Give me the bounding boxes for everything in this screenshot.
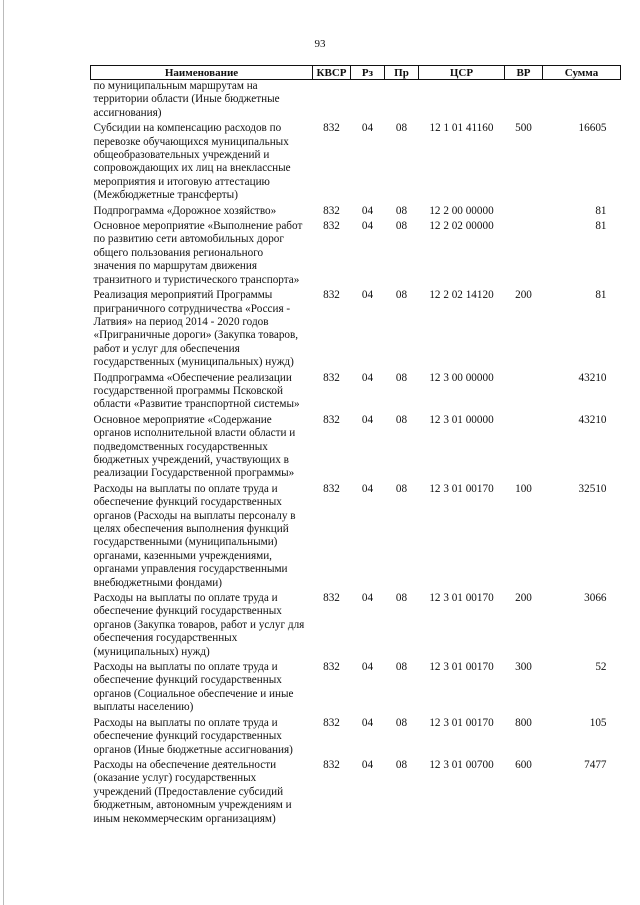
- cell-rz: 04: [361, 716, 374, 729]
- cell-name: Субсидии на компенсацию расходов по перевозке обучающихся муниципальных общеобразовательных учреждений и сопровождающих их лиц на внеклассные мероприятия и итоговую аттестацию (Межбюджетные трансферты): [93, 122, 291, 202]
- cell-kvsr: 832: [323, 371, 340, 384]
- header-row: [91, 66, 621, 80]
- cell-pr: 08: [395, 758, 408, 771]
- cell-csr: 12 2 02 00000: [429, 220, 494, 233]
- cell-kvsr: 832: [323, 204, 340, 217]
- cell-csr: 12 3 00 00000: [429, 371, 494, 384]
- cell-rz: [351, 80, 385, 123]
- cell-name: Расходы на выплаты по оплате труда и обеспечение функций государственных органов (Иные бюджетные ассигнования): [93, 716, 293, 756]
- cell-pr: 08: [395, 413, 408, 426]
- cell-name: Основное мероприятие «Выполнение работ по развитию сети автомобильных дорог общего пользования регионального значения по маршрутам движения транзитного и туристического транспорта»: [93, 220, 303, 286]
- cell-vr: 500: [515, 122, 532, 135]
- cell-rz: 04: [361, 204, 374, 217]
- cell-vr: 200: [515, 289, 532, 302]
- cell-csr: 12 3 01 00170: [429, 661, 494, 674]
- cell-kvsr: 832: [323, 413, 340, 426]
- cell-name: Расходы на выплаты по оплате труда и обеспечение функций государственных органов (Закупка товаров, работ и услуг для обеспечения государственных (муниципальных) нужд): [93, 592, 305, 658]
- table-row: [91, 717, 621, 759]
- cell-vr: 300: [515, 661, 532, 674]
- cell-pr: 08: [395, 371, 408, 384]
- table-row: [91, 205, 621, 220]
- cell-sum: 32510: [578, 482, 607, 495]
- cell-pr: 08: [395, 122, 408, 135]
- column-header-kvsr: КВСР: [313, 66, 351, 80]
- cell-rz: 04: [361, 661, 374, 674]
- column-header-rz: Рз: [351, 66, 385, 80]
- table-row: [91, 80, 621, 123]
- cell-vr: 600: [515, 758, 532, 771]
- cell-kvsr: 832: [323, 758, 340, 771]
- cell-rz: 04: [361, 371, 374, 384]
- table-row: [91, 661, 621, 717]
- cell-rz: 04: [361, 289, 374, 302]
- cell-kvsr: [313, 80, 351, 123]
- cell-name: Расходы на обеспечение деятельности (оказание услуг) государственных учреждений (Предоставление субсидий бюджетным, автономным учреждениям и иным некоммерческим организациям): [93, 758, 292, 825]
- page-number: 93: [314, 38, 326, 50]
- cell-vr: [505, 220, 543, 289]
- cell-vr: 100: [515, 482, 532, 495]
- cell-kvsr: 832: [323, 482, 340, 495]
- cell-kvsr: 832: [323, 592, 340, 605]
- cell-csr: 12 1 01 41160: [429, 122, 494, 135]
- table-row: [91, 414, 621, 483]
- cell-csr: [419, 80, 505, 123]
- column-header-vr: ВР: [505, 66, 543, 80]
- cell-pr: 08: [395, 220, 408, 233]
- cell-kvsr: 832: [323, 220, 340, 233]
- table-row: [91, 220, 621, 289]
- cell-kvsr: 832: [323, 716, 340, 729]
- cell-rz: 04: [361, 220, 374, 233]
- cell-sum: 81: [595, 289, 607, 302]
- cell-vr: [505, 80, 543, 123]
- budget-table: [90, 65, 621, 828]
- table-body: [91, 80, 621, 828]
- cell-pr: 08: [395, 289, 408, 302]
- cell-sum: 81: [595, 220, 607, 233]
- cell-csr: 12 2 02 14120: [429, 289, 494, 302]
- cell-csr: 12 3 01 00700: [429, 758, 494, 771]
- table-row: [91, 122, 621, 204]
- cell-pr: 08: [395, 482, 408, 495]
- table-row: [91, 759, 621, 828]
- cell-sum: 52: [595, 661, 607, 674]
- cell-name: Расходы на выплаты по оплате труда и обеспечение функций государственных органов (Расходы на выплаты персоналу в целях обеспечения выполнения функций государственными (муниципальными) органами, казенными учреждениями, органами управления государственными внебюджетными фондами): [93, 482, 296, 589]
- cell-pr: 08: [395, 661, 408, 674]
- column-header-sum: Сумма: [543, 66, 621, 80]
- cell-vr: 200: [515, 592, 532, 605]
- cell-csr: 12 2 00 00000: [429, 204, 494, 217]
- table-row: [91, 289, 621, 371]
- column-header-name: Наименование: [91, 66, 313, 80]
- column-header-pr: Пр: [385, 66, 419, 80]
- cell-name: Расходы на выплаты по оплате труда и обеспечение функций государственных органов (Социальное обеспечение и иные выплаты населению): [93, 661, 294, 714]
- cell-csr: 12 3 01 00170: [429, 592, 494, 605]
- cell-sum: 7477: [584, 758, 607, 771]
- table-row: [91, 592, 621, 661]
- scan-edge-line: [3, 0, 4, 905]
- cell-csr: 12 3 01 00170: [429, 716, 494, 729]
- cell-sum: [543, 80, 621, 123]
- cell-vr: 800: [515, 716, 532, 729]
- cell-kvsr: 832: [323, 122, 340, 135]
- cell-rz: 04: [361, 122, 374, 135]
- cell-vr: [505, 372, 543, 414]
- cell-vr: [505, 205, 543, 220]
- cell-csr: 12 3 01 00170: [429, 482, 494, 495]
- cell-name: Основное мероприятие «Содержание органов исполнительной власти области и подведомственных государственных бюджетных учреждений, участвующих в реализации Государственной программы»: [93, 413, 296, 480]
- cell-sum: 16605: [578, 122, 607, 135]
- cell-rz: 04: [361, 758, 374, 771]
- cell-sum: 81: [595, 204, 607, 217]
- cell-sum: 3066: [584, 592, 607, 605]
- cell-vr: [505, 414, 543, 483]
- cell-kvsr: 832: [323, 289, 340, 302]
- cell-rz: 04: [361, 413, 374, 426]
- cell-pr: [385, 80, 419, 123]
- cell-pr: 08: [395, 716, 408, 729]
- cell-name: Подпрограмма «Дорожное хозяйство»: [93, 204, 277, 217]
- cell-name: Подпрограмма «Обеспечение реализации государственной программы Псковской области «Развитие транспортной системы»: [93, 371, 300, 411]
- cell-sum: 105: [589, 716, 607, 729]
- cell-rz: 04: [361, 482, 374, 495]
- table-row: [91, 483, 621, 592]
- cell-pr: 08: [395, 592, 408, 605]
- cell-rz: 04: [361, 592, 374, 605]
- cell-csr: 12 3 01 00000: [429, 413, 494, 426]
- column-header-csr: ЦСР: [419, 66, 505, 80]
- cell-name: по муниципальным маршрутам на территории области (Иные бюджетные ассигнования): [93, 80, 280, 119]
- cell-name: Реализация мероприятий Программы приграничного сотрудничества «Россия - Латвия» на период 2014 - 2020 годов «Приграничные дороги» (Закупка товаров, работ и услуг для обеспечения государственных (муниципальных) нужд): [93, 289, 299, 369]
- cell-sum: 43210: [578, 413, 607, 426]
- cell-pr: 08: [395, 204, 408, 217]
- cell-sum: 43210: [578, 371, 607, 384]
- cell-kvsr: 832: [323, 661, 340, 674]
- table-header: [91, 66, 621, 80]
- table-row: [91, 372, 621, 414]
